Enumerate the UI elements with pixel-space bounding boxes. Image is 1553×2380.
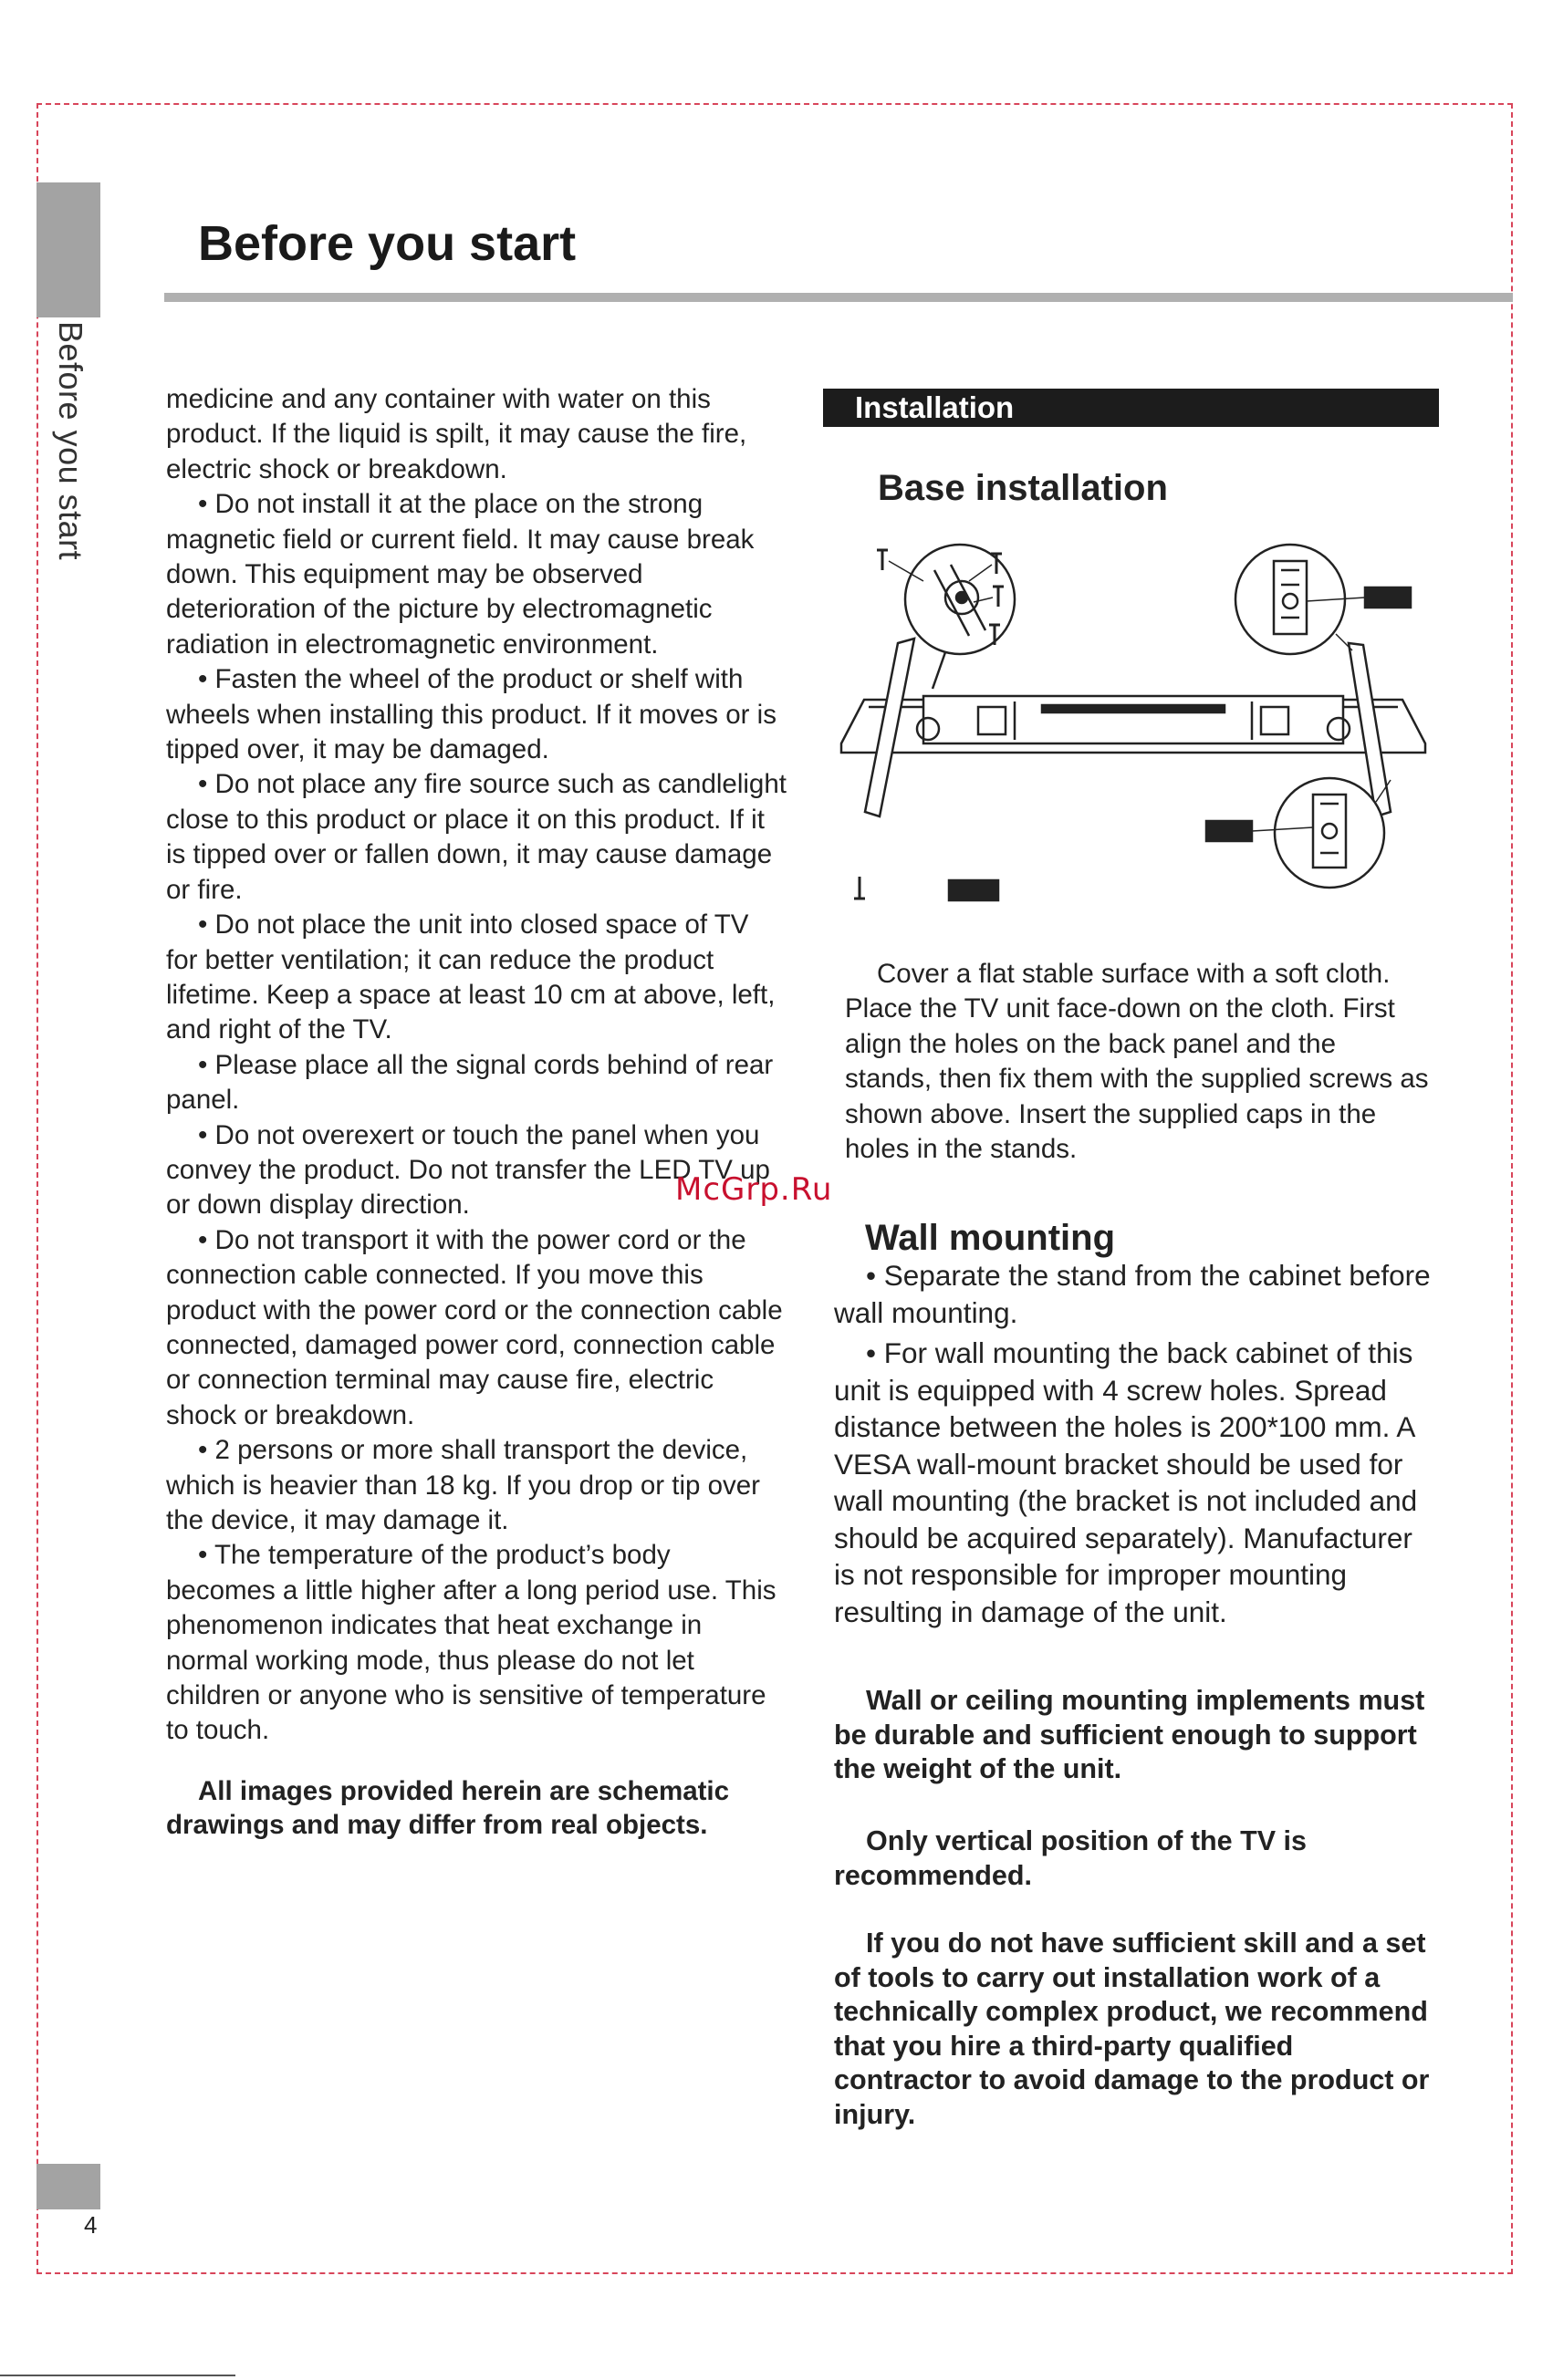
bullet-paragraph: • Do not overexert or touch the panel when you convey the product. Do not transfer the LED TV up or down display direction. xyxy=(166,1119,770,1221)
footer-rule xyxy=(0,2375,235,2376)
tv-back-panel-drawing xyxy=(923,696,1343,743)
paragraph: medicine and any container with water on this product. If the liquid is spilt, it may cause the fire, electric shock or breakdown. xyxy=(166,384,747,484)
page-title: Before you start xyxy=(198,216,577,271)
section-header-installation: Installation xyxy=(823,389,1439,427)
page-number: 4 xyxy=(84,2211,98,2239)
bullet-paragraph: • For wall mounting the back cabinet of this unit is equipped with 4 screw holes. Spread distance between the holes is 200*100 mm. A VESA wall-mount bracket should be used for wall mounting (the bracket is not included and should be acquired separately). Manufacturer is not responsible for improper mounting resulting in damage of the unit. xyxy=(834,1336,1418,1628)
base-installation-diagram xyxy=(832,534,1434,917)
bullet-paragraph: • Fasten the wheel of the product or shelf with wheels when installing this product. If it moves or is tipped over, it may be damaged. xyxy=(166,664,776,765)
bullet-paragraph: • 2 persons or more shall transport the device, which is heavier than 18 kg. If you drop or tip over the device, it may damage it. xyxy=(166,1435,760,1535)
schematic-note: All images provided herein are schematic drawings and may differ from real objects. xyxy=(166,1775,730,1840)
screw-legend-icon xyxy=(854,877,865,899)
vertical-position-note: Only vertical position of the TV is recommended. xyxy=(834,1825,1307,1891)
side-tab-marker xyxy=(36,182,100,317)
bullet-paragraph: • Do not place the unit into closed space of TV for better ventilation; it can reduce the product lifetime. Keep a space at least 10 cm at above, left, and right of the TV. xyxy=(166,909,776,1045)
mounting-durability-note: Wall or ceiling mounting implements must be durable and sufficient enough to support the weight of the unit. xyxy=(834,1685,1425,1785)
wall-mounting-text xyxy=(834,1257,1436,1634)
left-column xyxy=(166,382,787,1842)
base-installation-heading: Base installation xyxy=(878,468,1168,508)
bullet-paragraph: • The temperature of the product’s body becomes a little higher after a long period use. This phenomenon indicates that heat exchange in normal working mode, thus please do not let children or anyone who is sensitive of temperature to touch. xyxy=(166,1540,776,1746)
side-tab-label: Before you start xyxy=(52,321,89,561)
bullet-paragraph: • Do not install it at the place on the strong magnetic field or current field. It may cause break down. This equipment may be observed deterioration of the picture by electromagnetic radiation in electromagnetic environment. xyxy=(166,489,755,660)
base-installation-text: Cover a flat stable surface with a soft cloth. Place the TV unit face-down on the cloth. First align the holes on the back panel and the stands, then fix them with the supplied screws as shown above. Insert the supplied caps in the holes in the stands. xyxy=(845,959,1429,1165)
page-number-tab xyxy=(36,2164,100,2209)
wall-mounting-heading: Wall mounting xyxy=(865,1218,1116,1258)
bullet-paragraph: • Please place all the signal cords behind of rear panel. xyxy=(166,1049,774,1116)
title-divider xyxy=(164,293,1513,302)
bullet-paragraph: • Do not transport it with the power cord or the connection cable connected. If you move this product with the power cord or the connection cable connected, damaged power cord, connection cable or connection terminal may cause fire, electric shock or breakdown. xyxy=(166,1224,783,1430)
contractor-note: If you do not have sufficient skill and a set of tools to carry out installation work of a technically complex product, we recommend that you hire a third-party qualified contractor to avoid damage to the product or injury. xyxy=(834,1928,1430,2130)
bullet-paragraph: • Separate the stand from the cabinet before wall mounting. xyxy=(834,1259,1431,1329)
bullet-paragraph: • Do not place any fire source such as candlelight close to this product or place it on this product. If it is tipped over or fallen down, it may cause damage or fire. xyxy=(166,769,787,905)
watermark: McGrp.Ru xyxy=(675,1171,833,1208)
